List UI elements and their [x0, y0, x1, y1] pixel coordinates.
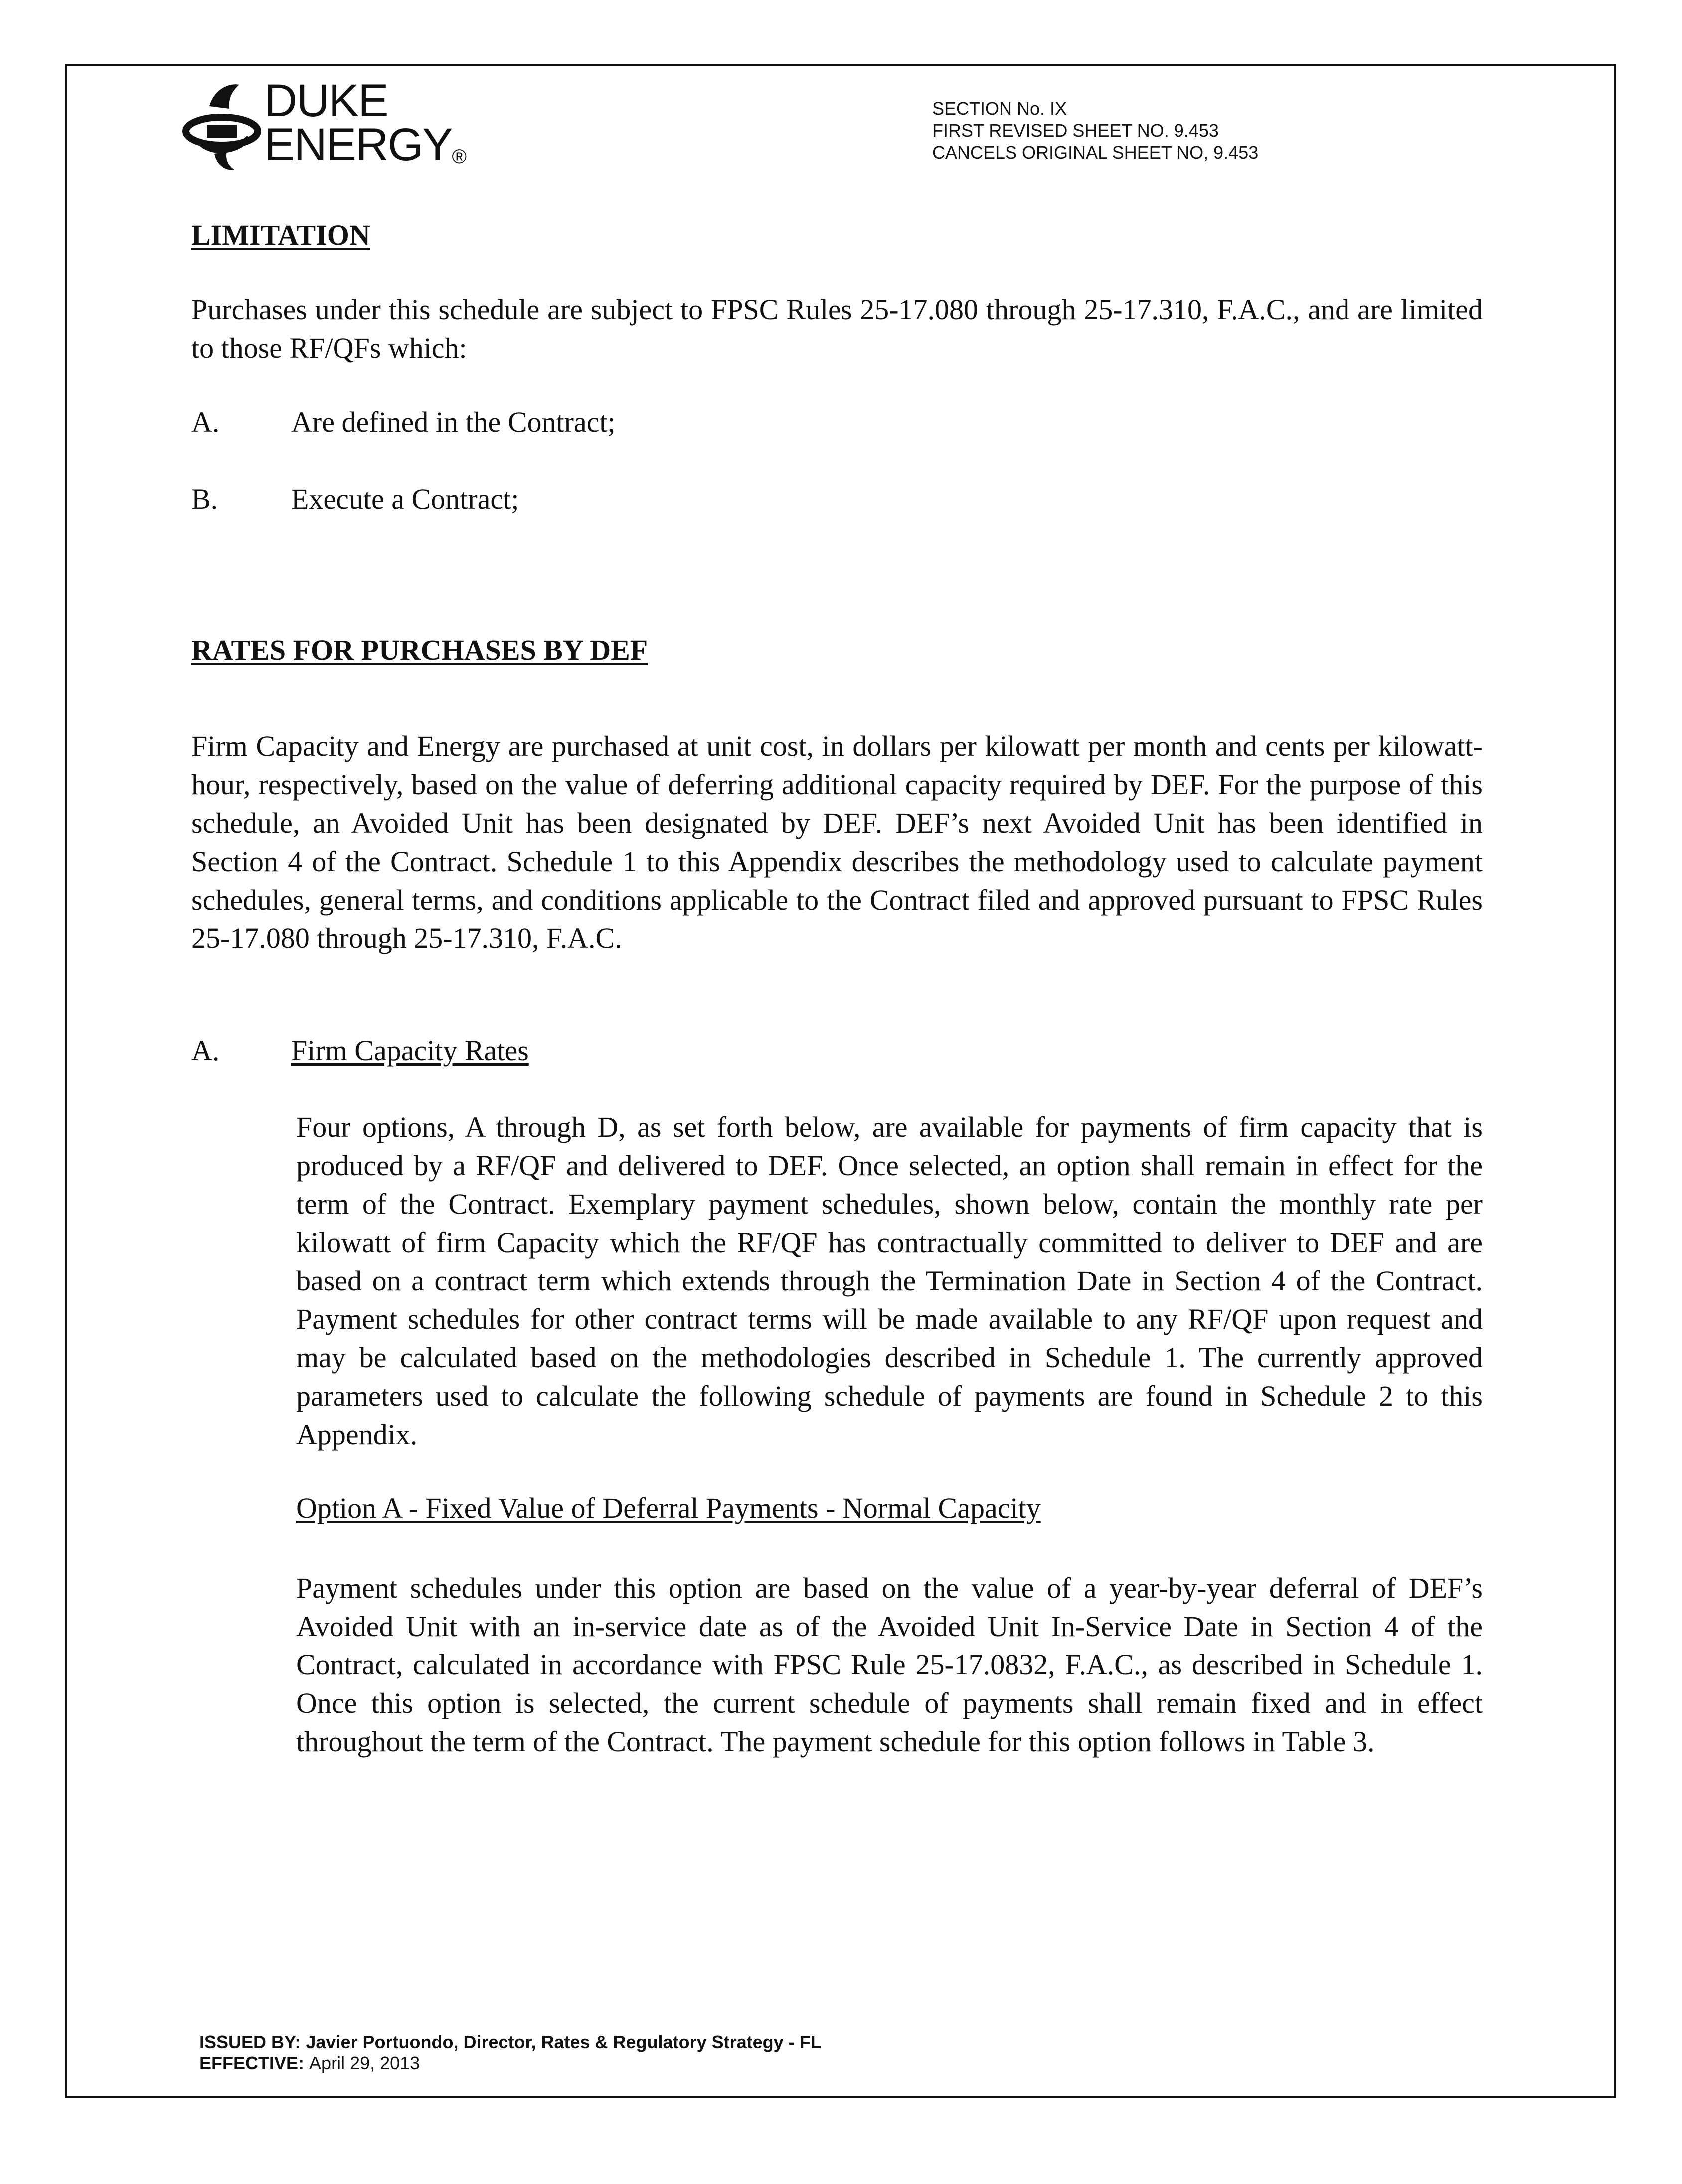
issued-value: Javier Portuondo, Director, Rates & Regulatory Strategy - FL	[306, 2032, 822, 2052]
logo-wordmark	[264, 75, 466, 179]
cancels-sheet: CANCELS ORIGINAL SHEET NO, 9.453	[932, 142, 1259, 163]
item-text: Execute a Contract;	[291, 483, 519, 515]
limitation-item-b	[191, 480, 519, 518]
section-info	[932, 98, 1258, 164]
issued-by	[199, 2032, 822, 2053]
section-number: SECTION No. IX	[932, 98, 1067, 119]
limitation-intro: Purchases under this schedule are subject to FPSC Rules 25-17.080 through 25-17.310, F.A.C., and are limited to those RF/QFs which:	[191, 293, 1483, 364]
page-border	[65, 64, 1616, 2098]
option-a-heading: Option A - Fixed Value of Deferral Payments - Normal Capacity	[296, 1492, 1041, 1524]
footer	[199, 2032, 822, 2074]
duke-energy-logo	[179, 75, 479, 183]
limitation-item-a	[191, 403, 616, 441]
issued-label: ISSUED BY:	[199, 2032, 301, 2052]
sub-letter: A.	[191, 1034, 220, 1067]
registered-mark: ®	[452, 146, 466, 168]
logo-line-duke: DUKE	[264, 75, 388, 126]
item-letter: A.	[191, 406, 220, 438]
firm-capacity-rates-heading	[191, 1031, 529, 1070]
limitation-heading: LIMITATION	[191, 219, 370, 251]
rates-intro: Firm Capacity and Energy are purchased at unit cost, in dollars per kilowatt per month and cents per kilowatt-hour, respectively, based on the value of deferring additional capacity required by DEF. For the purpose of this schedule, an Avoided Unit has been designated by DEF. DEF’s next Avoided Unit has been identified in Section 4 of the Contract. Schedule 1 to this Appendix describes the methodology used to calculate payment schedules, general terms, and conditions applicable to the Contract filed and approved pursuant to FPSC Rules 25-17.080 through 25-17.310, F.A.C.	[191, 730, 1483, 954]
sub-heading: Firm Capacity Rates	[291, 1034, 529, 1067]
sheet-number: FIRST REVISED SHEET NO. 9.453	[932, 120, 1219, 141]
effective	[199, 2053, 822, 2074]
effective-label: EFFECTIVE:	[199, 2053, 305, 2073]
effective-date: April 29, 2013	[309, 2053, 420, 2073]
option-a-text: Payment schedules under this option are based on the value of a year-by-year deferral of DEF’s Avoided Unit with an in-service date as of the Avoided Unit In-Service Date in Section 4 of the Contract, calculated in accordance with FPSC Rule 25-17.0832, F.A.C., as described in Schedule 1. Once this option is selected, the current schedule of payments shall remain fixed and in effect throughout the term of the Contract. The payment schedule for this option follows in Table 3.	[296, 1572, 1483, 1758]
logo-line-energy: ENERGY®	[264, 119, 466, 170]
item-letter: B.	[191, 483, 218, 515]
firm-capacity-text: Four options, A through D, as set forth below, are available for payments of firm capacity that is produced by a RF/QF and delivered to DEF. Once selected, an option shall remain in effect for the term of the Contract. Exemplary payment schedules, shown below, contain the monthly rate per kilowatt of firm Capacity which the RF/QF has contractually committed to deliver to DEF and are based on a contract term which extends through the Termination Date in Section 4 of the Contract. Payment schedules for other contract terms will be made available to any RF/QF upon request and may be calculated based on the methodologies described in Schedule 1. The currently approved parameters used to calculate the following schedule of payments are found in Schedule 2 to this Appendix.	[296, 1111, 1483, 1451]
item-text: Are defined in the Contract;	[291, 406, 616, 438]
duke-energy-emblem-icon	[179, 79, 264, 179]
rates-heading: RATES FOR PURCHASES BY DEF	[191, 634, 648, 666]
